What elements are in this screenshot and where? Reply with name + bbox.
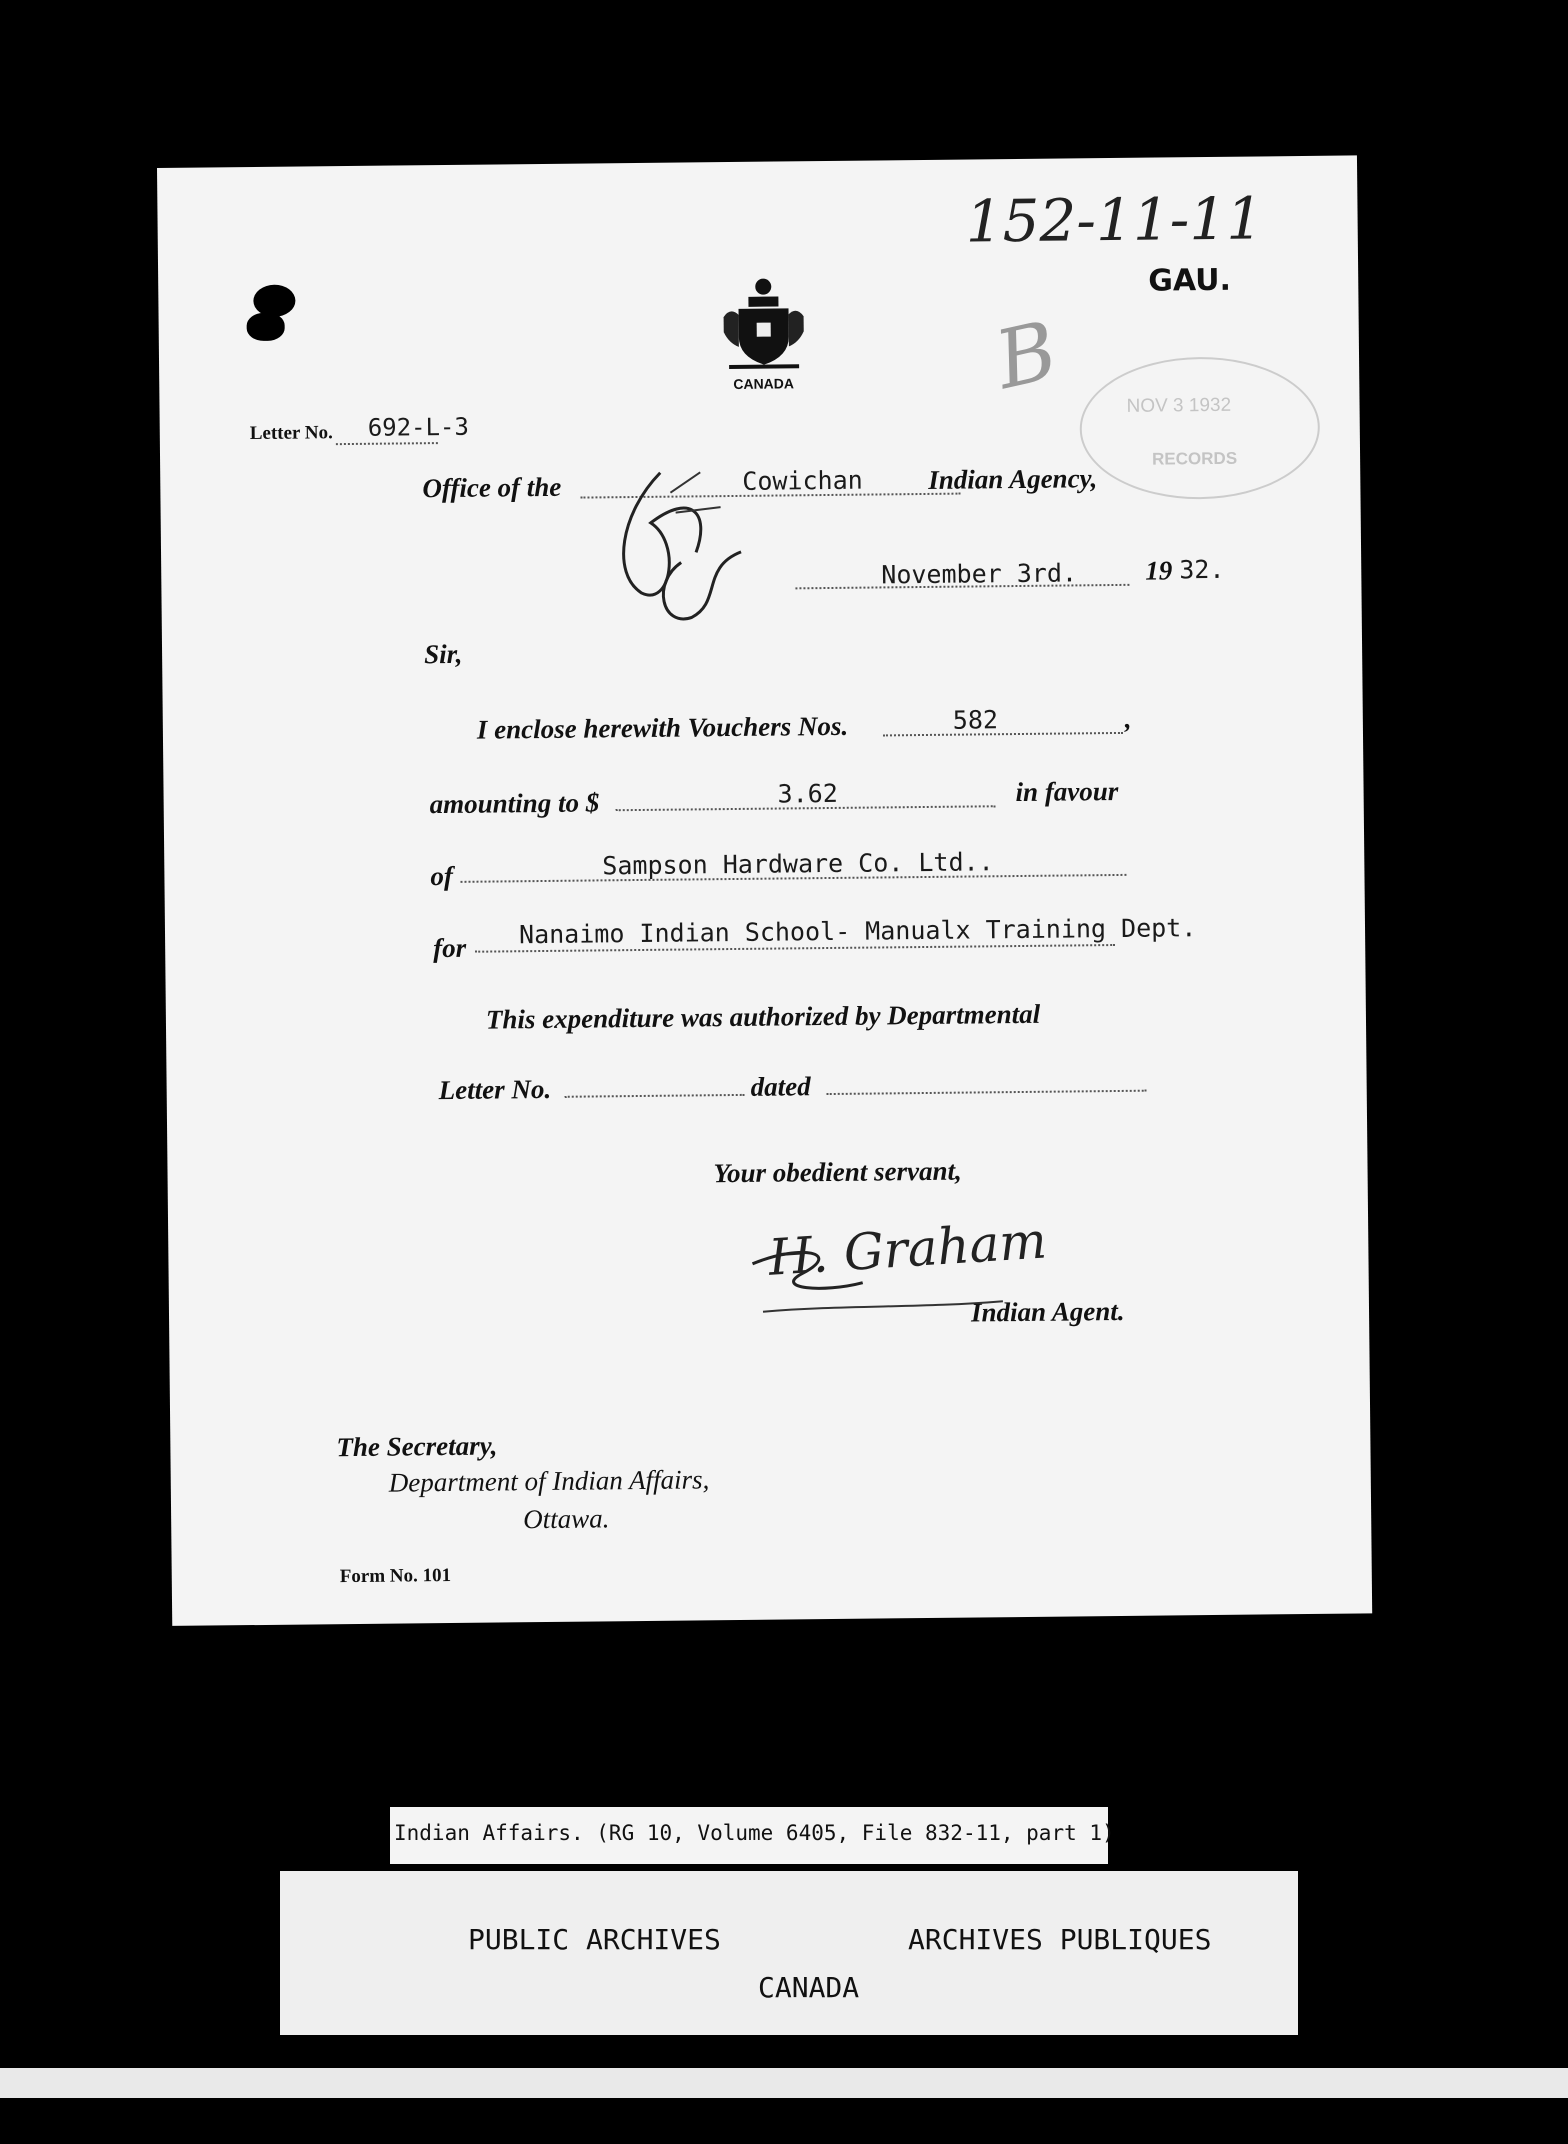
office-prefix: Office of the <box>422 471 562 504</box>
addressee-line1: The Secretary, <box>336 1430 498 1463</box>
signature: H. Graham <box>766 1211 1049 1287</box>
corner-mark: GAU. <box>1148 262 1232 299</box>
archive-caption: Indian Affairs. (RG 10, Volume 6405, File 832-11, part 1) <box>390 1807 1108 1864</box>
archives-right: ARCHIVES PUBLIQUES <box>908 1923 1212 1956</box>
dept-letter-label: Letter No. <box>438 1073 552 1106</box>
dept-letter-dots <box>565 1094 745 1098</box>
of-label: of <box>430 860 454 892</box>
initials-scribble <box>600 452 762 634</box>
records-stamp-label: RECORDS <box>1152 448 1238 469</box>
date-year-suffix: 32. <box>1179 554 1225 585</box>
crest-label: CANADA <box>733 375 795 392</box>
records-stamp <box>1079 356 1320 501</box>
archives-left: PUBLIC ARCHIVES <box>468 1923 721 1956</box>
ink-blot-bottom <box>247 313 285 341</box>
letter-no-dots <box>336 442 438 445</box>
letter-no-value: 692-L-3 <box>367 412 470 442</box>
letter-no-label: Letter No. <box>249 422 333 445</box>
addressee-line3: Ottawa. <box>523 1503 610 1535</box>
vouchers-dots <box>883 732 1123 737</box>
b-mark: B <box>987 303 1066 408</box>
signer-title: Indian Agent. <box>970 1295 1125 1328</box>
authorized-text: This expenditure was authorized by Departmental <box>485 998 1041 1035</box>
amount-label: amounting to $ <box>429 787 600 820</box>
salutation: Sir, <box>423 638 463 670</box>
archives-country: CANADA <box>758 1971 860 2004</box>
of-value: Sampson Hardware Co. Ltd.. <box>602 847 994 881</box>
vouchers-value: 582 <box>952 705 999 735</box>
records-stamp-date: NOV 3 1932 <box>1126 394 1232 417</box>
vouchers-label: I enclose herewith Vouchers Nos. <box>476 710 849 745</box>
archives-card <box>280 1871 1298 2035</box>
closing: Your obedient servant, <box>713 1155 962 1189</box>
addressee-line2: Department of Indian Affairs, <box>388 1464 710 1498</box>
dept-letter-dated-label: dated <box>750 1071 811 1102</box>
vouchers-end: , <box>1124 703 1132 734</box>
dept-letter-dated-dots <box>827 1090 1147 1095</box>
document-page <box>157 155 1372 1625</box>
file-number-annotation: 152-11-11 <box>965 184 1264 256</box>
coat-of-arms-icon <box>718 276 809 372</box>
for-label: for <box>433 932 467 964</box>
form-number: Form No. 101 <box>339 1564 452 1588</box>
amount-suffix: in favour <box>1015 775 1119 808</box>
amount-value: 3.62 <box>777 778 838 809</box>
bottom-strip <box>0 2068 1568 2098</box>
office-suffix: Indian Agency, <box>928 463 1098 495</box>
date-value: November 3rd. <box>881 558 1078 590</box>
for-value: Nanaimo Indian School- Manualx Training Dept. <box>518 913 1197 950</box>
agency-name: Cowichan <box>742 465 863 496</box>
date-year-prefix: 19 <box>1145 555 1173 586</box>
